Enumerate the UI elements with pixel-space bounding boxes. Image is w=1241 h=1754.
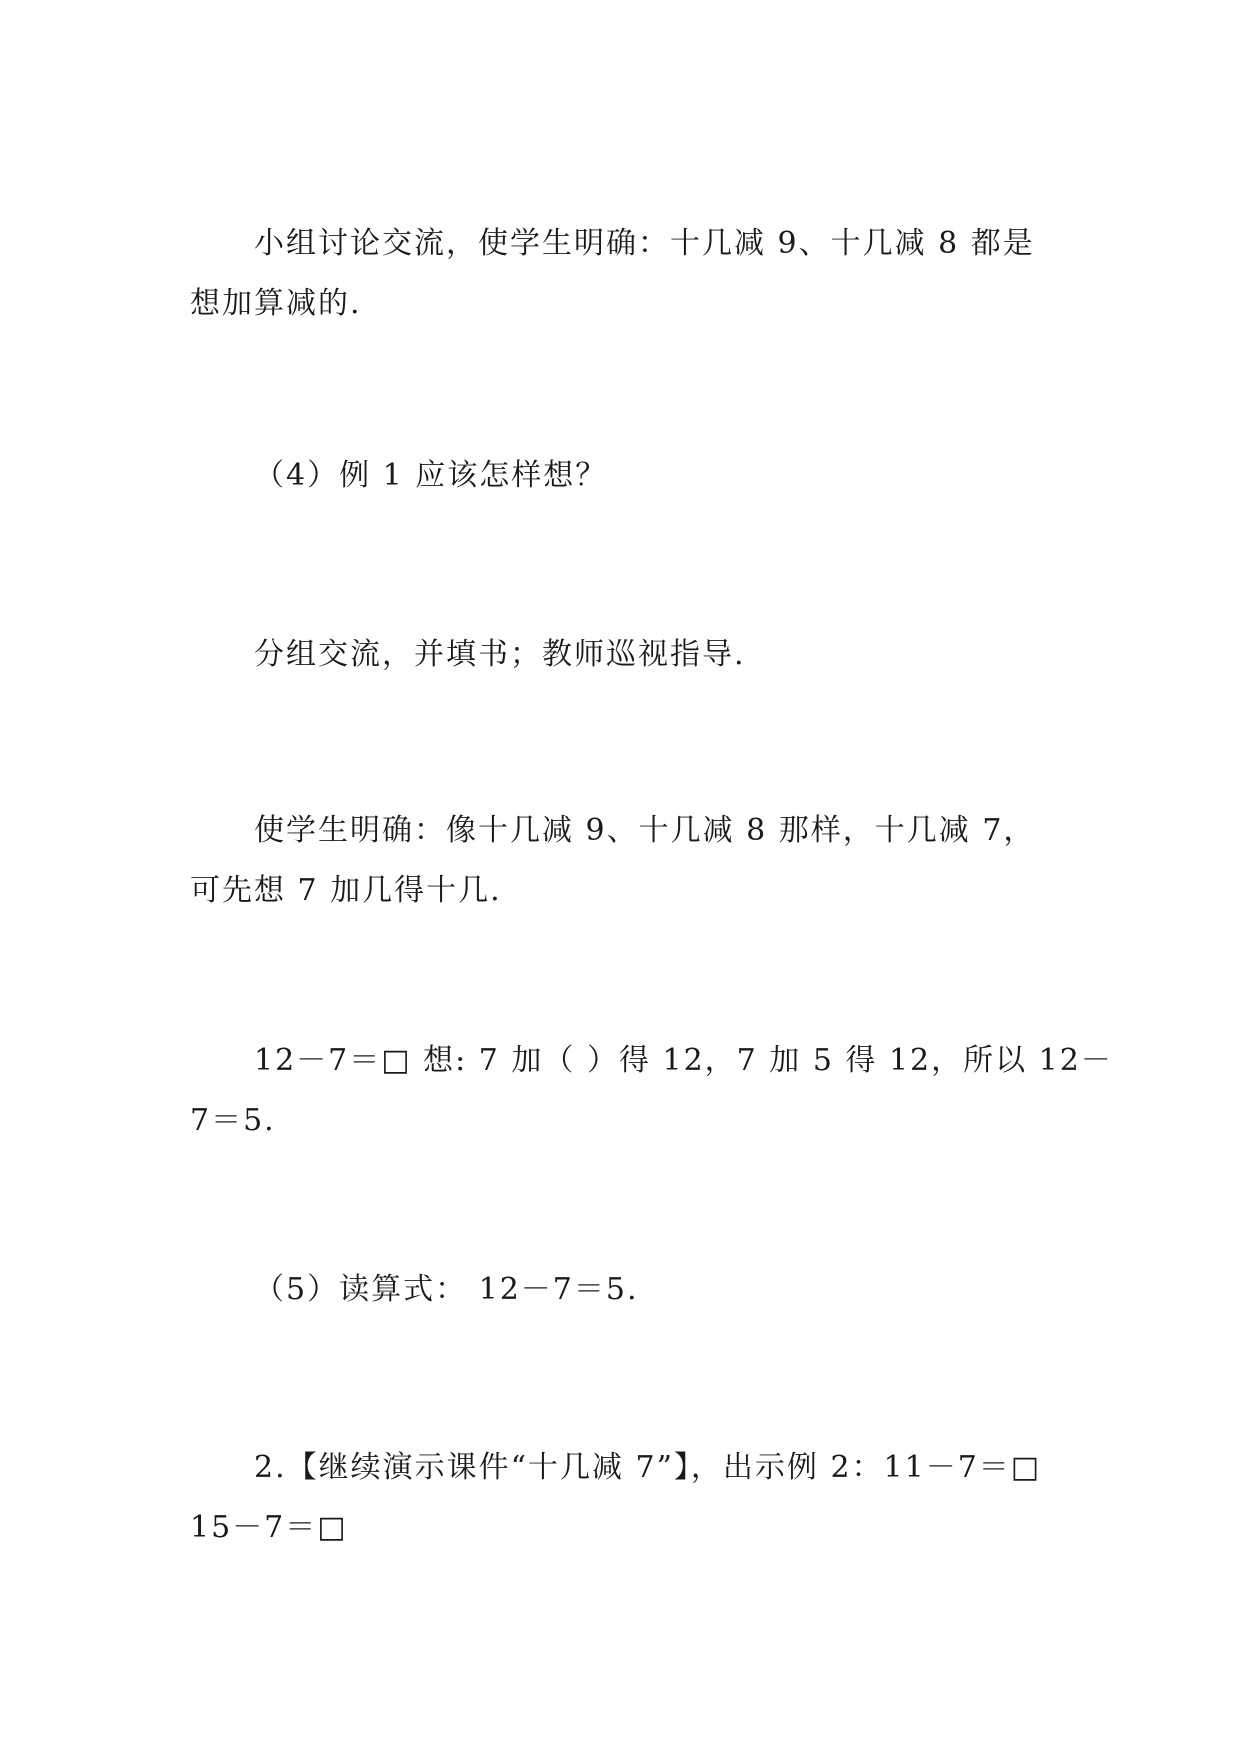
paragraph-line: 12－7＝□ 想: 7 加（ ）得 12，7 加 5 得 12，所以 12－ — [254, 1043, 1113, 1078]
paragraph-read-equation — [190, 1260, 1060, 1320]
paragraph-line: 想加算减的. — [190, 286, 362, 321]
paragraph-discussion — [190, 214, 1060, 334]
paragraph-line: （5）读算式： 12－7＝5. — [254, 1272, 639, 1307]
paragraph-clarify — [190, 801, 1060, 921]
paragraph-example-2 — [190, 1438, 1060, 1558]
paragraph-line: 使学生明确：像十几减 9、十几减 8 那样，十几减 7， — [254, 813, 1036, 848]
paragraph-group-exchange — [190, 625, 1060, 685]
paragraph-line: 15－7＝□ — [190, 1510, 348, 1545]
paragraph-line: （4）例 1 应该怎样想？ — [254, 458, 608, 493]
paragraph-line: 可先想 7 加几得十几. — [190, 873, 502, 908]
paragraph-equation-reasoning — [190, 1031, 1113, 1151]
paragraph-line: 小组讨论交流，使学生明确：十几减 9、十几减 8 都是 — [254, 226, 1035, 261]
paragraph-question-4 — [190, 446, 1060, 506]
paragraph-line: 分组交流，并填书；教师巡视指导. — [254, 637, 746, 672]
paragraph-line: 7＝5. — [190, 1103, 276, 1138]
paragraph-line: 2.【继续演示课件“十几减 7”】，出示例 2：11－7＝□ — [254, 1450, 1042, 1485]
